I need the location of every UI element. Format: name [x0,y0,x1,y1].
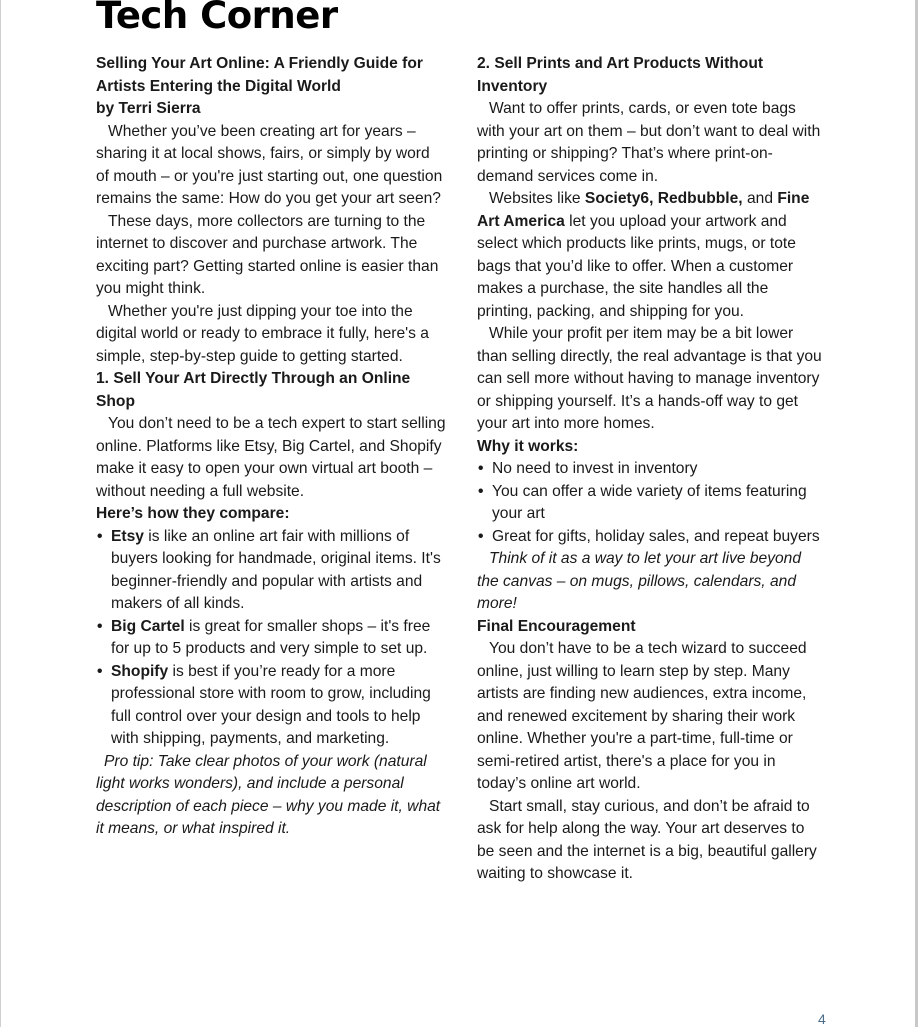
pro-tip: Pro tip: Take clear photos of your work (natural light works wonders), and include a personal description of each piece – why you made it, what it means, or what inspired it. [96,752,441,837]
list-item [96,661,446,751]
platform-desc: is best if you’re ready for a more professional store with room to grow, including full control over your design and tools to help with shipping, payments, and marketing. [111,662,431,747]
intro-paragraph-2: These days, more collectors are turning to the internet to discover and purchase artwork. The exciting part? Getting started online is easier than you might think. [96,212,439,297]
list-item [96,526,446,616]
text-run: let you upload your artwork and select which products like prints, mugs, or tote bags that you’d like to offer. When a customer makes a purchase, the site handles all the printing, packing, and shipping for you. [477,212,796,320]
site-names: Society6, Redbubble, [584,190,743,207]
list-item: • No need to invest in inventory [477,458,825,481]
site-name-fine-art-america: Fine Art America [477,190,810,230]
text-run: and [742,190,778,207]
final-heading: Final Encouragement [477,617,636,635]
text-run: Websites like [489,190,585,207]
compare-list [96,526,446,751]
final-paragraph-1: You don’t have to be a tech wizard to succeed online, just willing to learn step by step. Many artists are finding new audiences, extra income, and renewed excitement by sharing their work online. Whether you're a part-time, full-time or semi-retired artist, there's a place for you in today’s online art world. [477,640,807,792]
section-1-paragraph: You don’t need to be a tech expert to start selling online. Platforms like Etsy, Big Cartel, and Shopify make it easy to open your own virtual art booth – without needing a full website. [96,415,446,500]
page-number: 4 [818,1011,826,1027]
platform-name-shopify: Shopify [111,662,169,680]
intro-paragraph-3: Whether you're just dipping your toe into the digital world or ready to embrace it fully, here's a simple, step-by-step guide to getting started. [96,302,429,365]
section-2-heading: 2. Sell Prints and Art Products Without Inventory [477,55,764,95]
platform-desc: is great for smaller shops – it's free for up to 5 products and very simple to set up. [111,617,431,657]
final-paragraph-2: Start small, stay curious, and don’t be afraid to ask for help along the way. Your art deserves to be seen and the internet is a big, beautiful gallery waiting to showcase it. [477,797,817,882]
article-heading: Selling Your Art Online: A Friendly Guide for Artists Entering the Digital World [96,55,423,95]
list-item: • Great for gifts, holiday sales, and repeat buyers [477,526,825,549]
left-column [96,53,446,841]
section-2-paragraph-2 [477,188,825,323]
why-list [477,458,825,548]
platform-name-big-cartel: Big Cartel [111,617,185,635]
right-column [477,53,825,886]
list-item [96,616,446,661]
why-heading: Why it works: [477,437,579,455]
section-1-heading: 1. Sell Your Art Directly Through an Online Shop [96,370,411,410]
page-title: Tech Corner [96,0,338,37]
think-note: Think of it as a way to let your art live beyond the canvas – on mugs, pillows, calendars, and more! [477,550,802,612]
section-2-paragraph-3: While your profit per item may be a bit lower than selling directly, the real advantage is that you can sell more without having to manage inventory or shipping yourself. It’s a hands-off way to get your art into more homes. [477,325,822,432]
section-2-paragraph-1: Want to offer prints, cards, or even tote bags with your art on them – but don’t want to deal with printing or shipping? That’s where print-on-demand services come in. [477,100,821,185]
list-item: • You can offer a wide variety of items featuring your art [477,481,825,526]
compare-heading: Here’s how they compare: [96,505,290,522]
intro-paragraph-1: Whether you’ve been creating art for years – sharing it at local shows, fairs, or simply by word of mouth – or you're just starting out, one question remains the same: How do you get your art seen? [96,122,443,207]
article-byline: by Terri Sierra [96,100,201,117]
platform-desc: is like an online art fair with millions of buyers looking for handmade, original items. It's beginner-friendly and popular with artists and makers of all kinds. [111,527,441,612]
platform-name-etsy: Etsy [111,527,144,545]
